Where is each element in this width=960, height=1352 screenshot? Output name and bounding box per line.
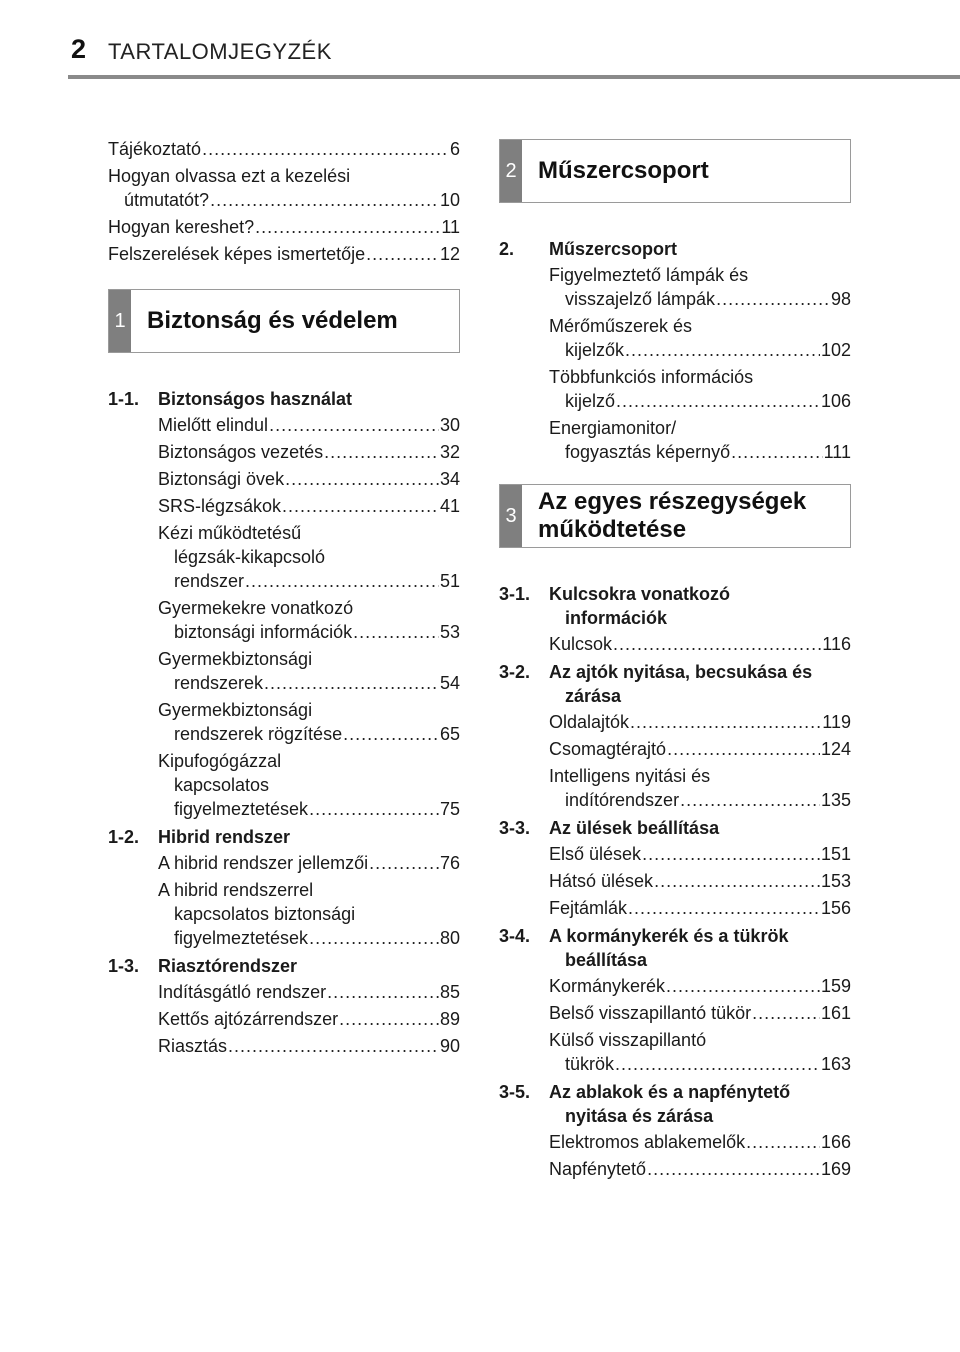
toc-entry-text: légzsák-kikapcsoló: [174, 547, 326, 567]
toc-entry-line: [549, 974, 851, 998]
header-divider: [68, 75, 960, 79]
toc-leader-dots: [202, 137, 449, 161]
section-title: [147, 290, 398, 352]
toc-page-number: 53: [439, 622, 460, 642]
toc-leader-dots: [642, 842, 820, 866]
toc-entry-line: [549, 896, 851, 920]
toc-group-name: [549, 816, 851, 840]
toc-leader-dots: [752, 1001, 820, 1025]
toc-entry-text: Felszerelések képes ismertetője: [108, 244, 366, 264]
toc-group-heading[interactable]: [108, 954, 460, 978]
toc-entry-text: Oldalajtók: [549, 712, 630, 732]
toc-entry[interactable]: [549, 764, 851, 812]
toc-page-number: 159: [820, 976, 851, 996]
toc-leader-dots: [282, 494, 439, 518]
toc-leader-dots: [615, 1052, 820, 1076]
toc-group: [108, 825, 460, 950]
toc-group-name-line: nyitása és zárása: [565, 1106, 714, 1126]
toc-group-name-line: Az ülések beállítása: [549, 818, 720, 838]
toc-entry[interactable]: [158, 878, 460, 950]
toc-group-name-line: Az ablakok és a napfénytető: [549, 1082, 791, 1102]
toc-entry[interactable]: [549, 1130, 851, 1154]
toc-entry[interactable]: [549, 842, 851, 866]
toc-entry-text: kapcsolatos biztonsági: [174, 904, 356, 924]
toc-group-number: 3-2.: [499, 662, 531, 682]
toc-page-number: 119: [822, 712, 851, 732]
toc-leader-dots: [680, 788, 820, 812]
toc-leader-dots: [285, 467, 439, 491]
toc-group-items: [108, 851, 460, 950]
toc-entry-text: Energiamonitor/: [549, 418, 677, 438]
toc-entry-text: Külső visszapillantó: [549, 1030, 707, 1050]
toc-group-name: [158, 954, 460, 978]
toc-entry-text: biztonsági információk: [174, 622, 353, 642]
toc-entry[interactable]: [158, 440, 460, 464]
toc-leader-dots: [245, 569, 439, 593]
section-title-line: Az egyes részegységek: [538, 488, 807, 515]
toc-page-number: 80: [439, 928, 460, 948]
toc-page-number: 10: [439, 190, 460, 210]
toc-leader-dots: [731, 440, 823, 464]
toc-entry[interactable]: [549, 314, 851, 362]
page-number: 2: [71, 34, 87, 64]
toc-page-number: 169: [820, 1159, 851, 1179]
section-title-line: Biztonság és védelem: [147, 307, 398, 334]
toc-page-number: 75: [439, 799, 460, 819]
toc-leader-dots: [616, 389, 820, 413]
toc-entry[interactable]: [549, 974, 851, 998]
toc-entry-text: figyelmeztetések: [174, 928, 309, 948]
toc-entry-line: [549, 737, 851, 761]
toc-entry-line: [549, 710, 851, 734]
toc-entry-line: [549, 842, 851, 866]
toc-group-name-line: zárása: [565, 686, 622, 706]
toc-entry-line: [158, 851, 460, 875]
toc-entry[interactable]: [549, 416, 851, 464]
toc-page-number: 32: [439, 442, 460, 462]
page-header: [0, 0, 960, 80]
toc-page-number: 124: [820, 739, 851, 759]
section-header-2: [499, 139, 851, 203]
toc-group-name-line: Műszercsoport: [549, 239, 678, 259]
toc-page-number: 65: [439, 724, 460, 744]
toc-entry-line: [158, 797, 460, 821]
toc-entry-text: A hibrid rendszerrel: [158, 880, 314, 900]
toc-page-number: 102: [820, 340, 851, 360]
toc-entry-text: tükrök: [565, 1054, 615, 1074]
toc-group-name: [549, 1080, 851, 1128]
toc-entry-line: [549, 287, 851, 311]
toc-entry-line: [158, 980, 460, 1004]
toc-entry-text: Elektromos ablakemelők: [549, 1132, 746, 1152]
section-title: [538, 485, 806, 547]
toc-page-number: 116: [822, 634, 851, 654]
toc-entry[interactable]: [158, 596, 460, 644]
toc-leader-dots: [343, 722, 439, 746]
toc-page-number: 98: [830, 289, 851, 309]
toc-group-name: [549, 582, 851, 630]
toc-page-number: 161: [820, 1003, 851, 1023]
toc-group-heading[interactable]: [499, 237, 851, 261]
toc-entry-text: Mérőműszerek és: [549, 316, 693, 336]
toc-group-number: 3-5.: [499, 1082, 531, 1102]
toc-entry-text: kijelzők: [565, 340, 625, 360]
toc-column-right: [499, 139, 851, 1201]
toc-entry-line: [158, 1007, 460, 1031]
toc-entry[interactable]: [549, 737, 851, 761]
toc-group-name: [549, 924, 851, 972]
toc-leader-dots: [255, 215, 440, 239]
toc-entry-line: [158, 1034, 460, 1058]
toc-entry-line: [158, 467, 460, 491]
toc-entry-text: Indításgátló rendszer: [158, 982, 327, 1002]
toc-entry-text: Kettős ajtózárrendszer: [158, 1009, 339, 1029]
toc-entry-line: [158, 926, 460, 950]
toc-entry-text: Első ülések: [549, 844, 642, 864]
toc-group-number: 3-4.: [499, 926, 531, 946]
toc-entry-text: visszajelző lámpák: [565, 289, 716, 309]
toc-leader-dots: [613, 632, 821, 656]
toc-entry[interactable]: [158, 749, 460, 821]
toc-group-heading[interactable]: [108, 825, 460, 849]
toc-group-number: 3-3.: [499, 818, 531, 838]
toc-entry-text: SRS-légzsákok: [158, 496, 282, 516]
toc-group-heading[interactable]: [499, 816, 851, 840]
toc-leader-dots: [309, 797, 439, 821]
section-number-tab: 2: [500, 140, 522, 202]
toc-group-name-line: A kormánykerék és a tükrök: [549, 926, 789, 946]
toc-entry[interactable]: [158, 494, 460, 518]
toc-entry-text: Belső visszapillantó tükör: [549, 1003, 752, 1023]
section-number-tab: 1: [109, 290, 131, 352]
toc-entry-text: Gyermekbiztonsági: [158, 700, 313, 720]
toc-entry-text: Kipufogógázzal: [158, 751, 282, 771]
toc-entry[interactable]: [549, 710, 851, 734]
toc-group-name-line: Riasztórendszer: [158, 956, 298, 976]
toc-entry-text: Biztonságos vezetés: [158, 442, 324, 462]
toc-leader-dots: [339, 1007, 439, 1031]
toc-entry-line: [549, 1157, 851, 1181]
toc-entry-text: Intelligens nyitási és: [549, 766, 711, 786]
toc-entry-text: Riasztás: [158, 1036, 228, 1056]
toc-group-heading[interactable]: [499, 1080, 851, 1128]
toc-entry[interactable]: [549, 1001, 851, 1025]
toc-leader-dots: [366, 242, 439, 266]
toc-group-name-line: információk: [565, 608, 668, 628]
toc-leader-dots: [746, 1130, 820, 1154]
toc-page-number: 41: [439, 496, 460, 516]
toc-entry-text: Fejtámlák: [549, 898, 628, 918]
toc-page-number: 163: [820, 1054, 851, 1074]
toc-page-number: 153: [820, 871, 851, 891]
toc-group-heading[interactable]: [499, 582, 851, 630]
toc-group: [108, 387, 460, 821]
toc-entry-line: [549, 788, 851, 812]
toc-group-name: [158, 387, 460, 411]
toc-page-number: 34: [439, 469, 460, 489]
toc-group-number: 1-3.: [108, 956, 140, 976]
toc-entry-text: Kulcsok: [549, 634, 613, 654]
toc-entry[interactable]: [158, 647, 460, 695]
toc-entry-text: A hibrid rendszer jellemzői: [158, 853, 369, 873]
toc-group-heading[interactable]: [108, 387, 460, 411]
toc-group-name-line: beállítása: [565, 950, 648, 970]
toc-leader-dots: [625, 338, 820, 362]
toc-group-number: 3-1.: [499, 584, 531, 604]
toc-entry[interactable]: [158, 980, 460, 1004]
toc-group-items: [499, 974, 851, 1076]
toc-group-number: 1-2.: [108, 827, 140, 847]
toc-entry-text: kijelző: [565, 391, 616, 411]
toc-entry-text: Biztonsági övek: [158, 469, 285, 489]
toc-group: [499, 1080, 851, 1181]
toc-group-items: [499, 1130, 851, 1181]
toc-group: [499, 237, 851, 464]
section-title-line: Műszercsoport: [538, 157, 709, 184]
toc-entry-text: Kormánykerék: [549, 976, 666, 996]
toc-entry-line: [108, 242, 460, 266]
toc-page-number: 76: [439, 853, 460, 873]
toc-leader-dots: [369, 851, 439, 875]
toc-page-number: 90: [439, 1036, 460, 1056]
toc-entry-line: [158, 620, 460, 644]
toc-page-number: 166: [820, 1132, 851, 1152]
toc-entry-text: rendszerek: [174, 673, 264, 693]
toc-page-number: 30: [439, 415, 460, 435]
toc-entry-line: [549, 1001, 851, 1025]
section-header-3: [499, 484, 851, 548]
toc-group-name: [549, 660, 851, 708]
toc-leader-dots: [324, 440, 439, 464]
toc-group: [499, 660, 851, 812]
toc-entry-text: Mielőtt elindul: [158, 415, 269, 435]
toc-entry-text: Hogyan olvassa ezt a kezelési: [108, 166, 351, 186]
toc-leader-dots: [647, 1157, 820, 1181]
toc-group-number: 2.: [499, 239, 515, 259]
toc-leader-dots: [228, 1034, 439, 1058]
toc-page-number: 151: [820, 844, 851, 864]
toc-group-items: [499, 842, 851, 920]
toc-group-items: [499, 263, 851, 464]
toc-leader-dots: [666, 974, 820, 998]
section-title-line: működtetése: [538, 516, 687, 543]
toc-entry[interactable]: [549, 365, 851, 413]
toc-page-number: 12: [439, 244, 460, 264]
toc-leader-dots: [630, 710, 821, 734]
toc-group-name-line: Az ajtók nyitása, becsukása és: [549, 662, 813, 682]
toc-entry-line: [158, 722, 460, 746]
toc-group-heading[interactable]: [499, 924, 851, 972]
toc-entry-line: [549, 440, 851, 464]
toc-entry[interactable]: [549, 632, 851, 656]
toc-entry-line: [549, 869, 851, 893]
toc-page-number: 51: [439, 571, 460, 591]
toc-group: [499, 582, 851, 656]
toc-entry-text: Figyelmeztető lámpák és: [549, 265, 749, 285]
toc-group-name-line: Biztonságos használat: [158, 389, 353, 409]
toc-entry-text: Napfénytető: [549, 1159, 647, 1179]
toc-group-heading[interactable]: [499, 660, 851, 708]
toc-entry[interactable]: [549, 263, 851, 311]
toc-entry-text: Gyermekbiztonsági: [158, 649, 313, 669]
toc-column-left: [108, 137, 460, 1062]
toc-entry-text: Hogyan kereshet?: [108, 217, 255, 237]
toc-entry-text: rendszer: [174, 571, 245, 591]
toc-group-items: [108, 980, 460, 1058]
section-header-1: [108, 289, 460, 353]
toc-entry-line: [549, 632, 851, 656]
toc-entry-line: [158, 671, 460, 695]
toc-entry-text: Kézi működtetésű: [158, 523, 302, 543]
toc-leader-dots: [210, 188, 439, 212]
toc-leader-dots: [269, 413, 439, 437]
toc-leader-dots: [309, 926, 439, 950]
toc-entry-text: rendszerek rögzítése: [174, 724, 343, 744]
toc-entry[interactable]: [158, 698, 460, 746]
toc-page-number: 85: [439, 982, 460, 1002]
toc-entry[interactable]: [108, 164, 460, 212]
toc-entry-text: Hátsó ülések: [549, 871, 654, 891]
toc-entry[interactable]: [549, 896, 851, 920]
toc-entry[interactable]: [158, 467, 460, 491]
toc-page-number: 54: [439, 673, 460, 693]
toc-entry-text: kapcsolatos: [174, 775, 270, 795]
toc-group-name-line: Kulcsokra vonatkozó: [549, 584, 731, 604]
toc-group-name: [158, 825, 460, 849]
toc-group: [499, 924, 851, 1076]
toc-entry-line: [158, 494, 460, 518]
toc-leader-dots: [628, 896, 820, 920]
toc-group-name-line: Hibrid rendszer: [158, 827, 291, 847]
toc-entry[interactable]: [549, 869, 851, 893]
toc-entry-line: [108, 188, 460, 212]
toc-page-number: 6: [449, 139, 460, 159]
toc-entry[interactable]: [158, 521, 460, 593]
toc-page-number: 89: [439, 1009, 460, 1029]
toc-entry[interactable]: [158, 851, 460, 875]
section-title: [538, 140, 709, 202]
section-number-tab: 3: [500, 485, 522, 547]
toc-entry-text: Csomagtérajtó: [549, 739, 667, 759]
page-title: TARTALOMJEGYZÉK: [108, 39, 332, 64]
toc-group: [499, 816, 851, 920]
toc-page-number: 156: [820, 898, 851, 918]
toc-entry-text: indítórendszer: [565, 790, 680, 810]
toc-entry[interactable]: [158, 1007, 460, 1031]
toc-entry-text: útmutatót?: [124, 190, 210, 210]
toc-entry-line: [158, 413, 460, 437]
toc-group-items: [499, 632, 851, 656]
toc-page-number: 111: [823, 442, 851, 462]
toc-page-number: 11: [441, 217, 460, 237]
toc-group-number: 1-1.: [108, 389, 140, 409]
toc-entry[interactable]: [108, 137, 460, 161]
toc-page-number: 135: [820, 790, 851, 810]
toc-entry-line: [549, 1130, 851, 1154]
toc-leader-dots: [667, 737, 820, 761]
toc-leader-dots: [264, 671, 439, 695]
toc-entry-line: [549, 389, 851, 413]
toc-entry-text: Tájékoztató: [108, 139, 202, 159]
toc-entry[interactable]: [549, 1028, 851, 1076]
toc-group-name: [549, 237, 851, 261]
toc-entry[interactable]: [108, 242, 460, 266]
toc-entry[interactable]: [158, 413, 460, 437]
toc-leader-dots: [353, 620, 439, 644]
toc-entry-line: [108, 215, 460, 239]
toc-entry[interactable]: [549, 1157, 851, 1181]
toc-group-items: [499, 710, 851, 812]
toc-entry-line: [158, 569, 460, 593]
toc-leader-dots: [327, 980, 439, 1004]
toc-entry[interactable]: [158, 1034, 460, 1058]
toc-entry-line: [549, 1052, 851, 1076]
toc-entry-text: Gyermekekre vonatkozó: [158, 598, 354, 618]
toc-page-number: 106: [820, 391, 851, 411]
toc-group: [108, 954, 460, 1058]
toc-entry-line: [549, 338, 851, 362]
toc-group-items: [108, 413, 460, 821]
toc-entry-line: [158, 440, 460, 464]
toc-leader-dots: [654, 869, 820, 893]
toc-entry-text: fogyasztás képernyő: [565, 442, 731, 462]
toc-entry[interactable]: [108, 215, 460, 239]
toc-leader-dots: [716, 287, 830, 311]
toc-entry-text: figyelmeztetések: [174, 799, 309, 819]
toc-entry-text: Többfunkciós információs: [549, 367, 754, 387]
toc-entry-line: [108, 137, 460, 161]
